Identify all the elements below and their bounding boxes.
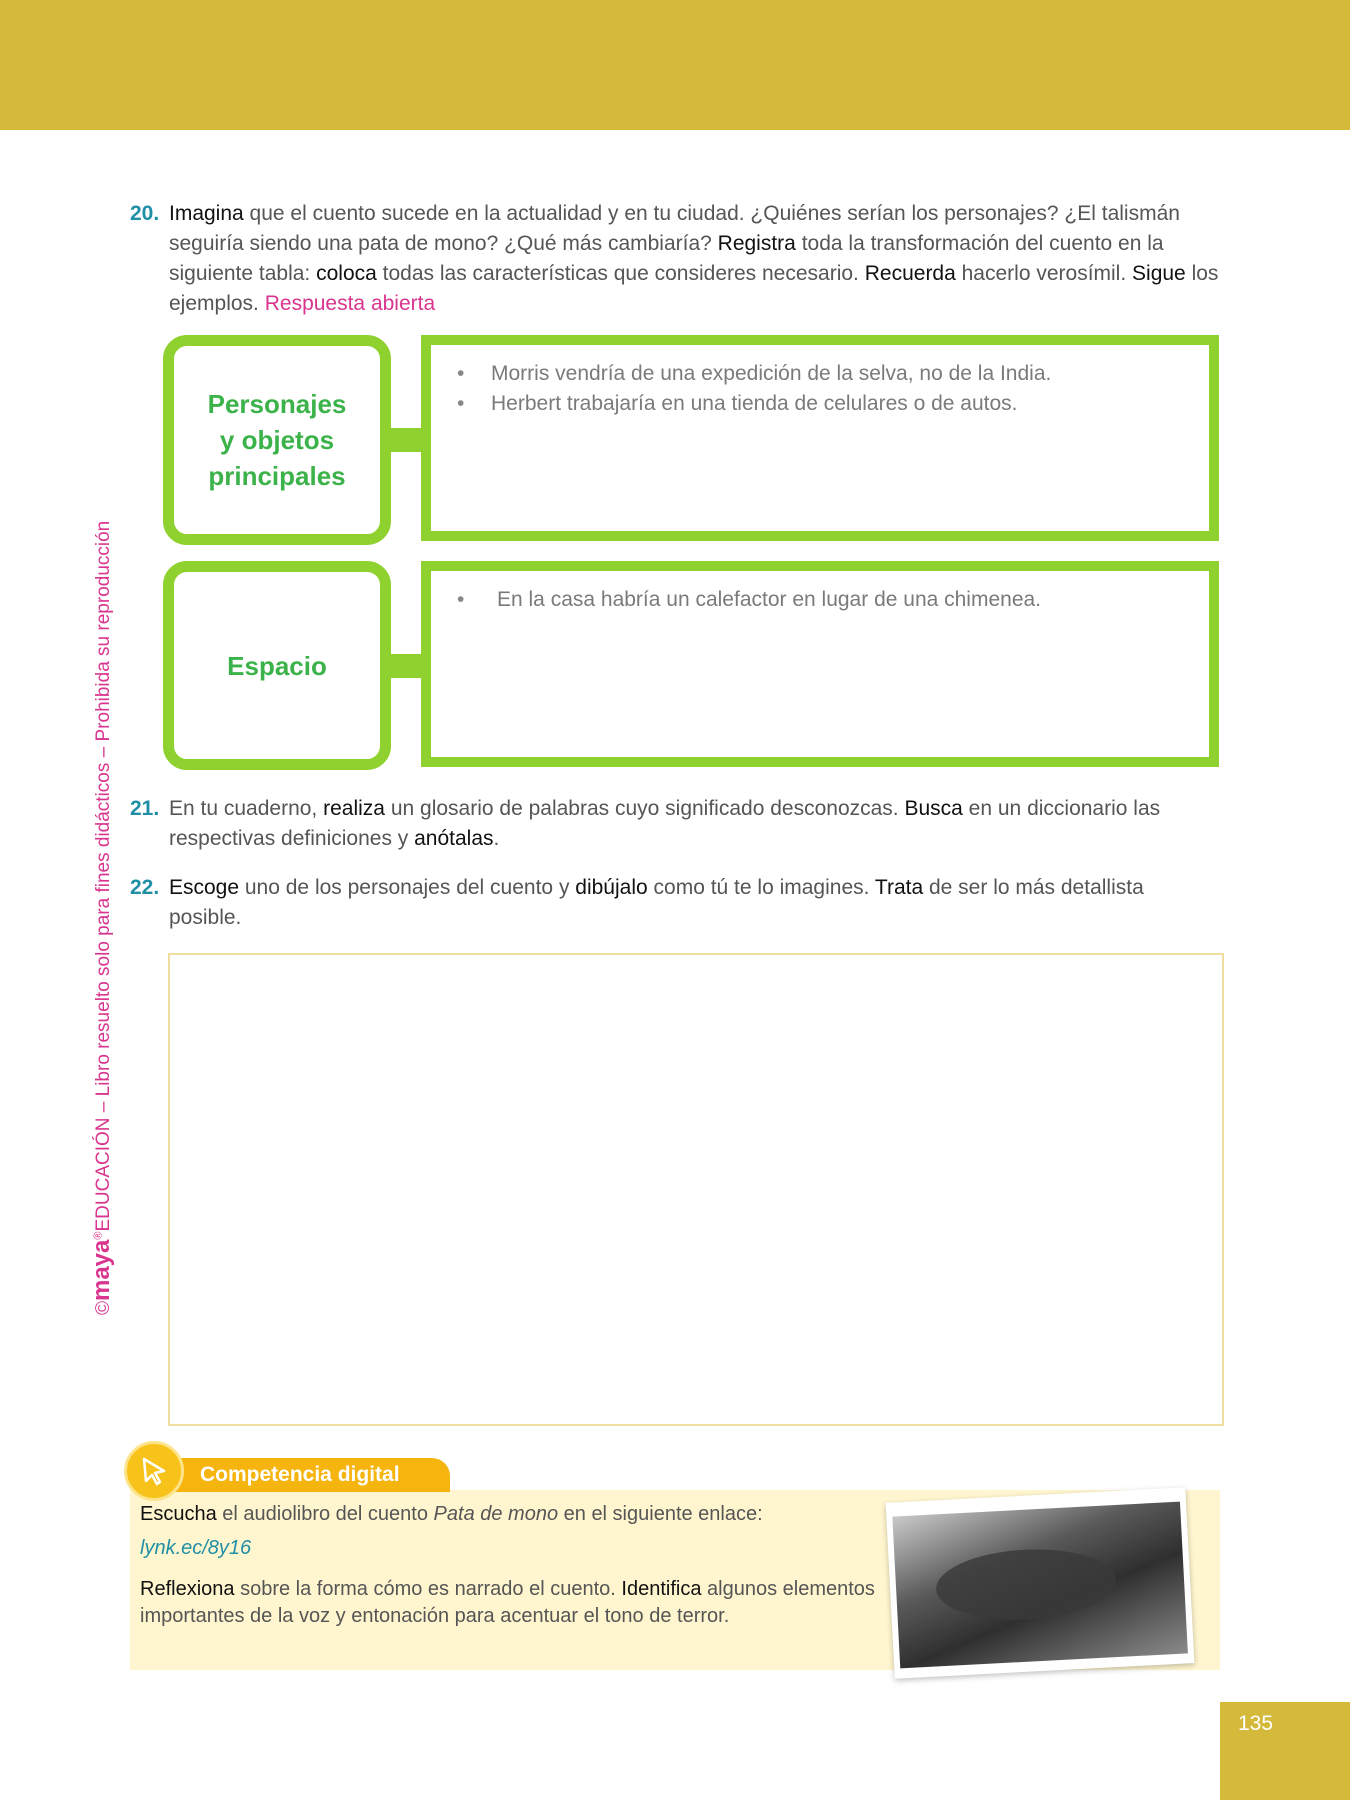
copyright-symbol: © (93, 1301, 114, 1315)
keyword: Imagina (169, 202, 244, 225)
keyword: Registra (717, 232, 796, 255)
paw-shape (934, 1545, 1117, 1624)
espacio-list (451, 585, 1189, 615)
list-item: • En la casa habría un calefactor en lugar de una chimenea. (451, 585, 1189, 615)
question-20-number: 20. (130, 202, 160, 225)
question-text: en un diccionario las respectivas definiciones y (169, 797, 1161, 850)
competencia-p1 (140, 1501, 880, 1528)
content-espacio[interactable] (421, 561, 1219, 767)
keyword: coloca (316, 262, 377, 285)
video-thumbnail[interactable] (886, 1487, 1195, 1678)
connector-row-1 (390, 428, 424, 452)
competencia-link-line (140, 1535, 880, 1562)
keyword: Escucha (140, 1503, 217, 1525)
keyword: realiza (323, 797, 385, 820)
answer-note: Respuesta abierta (264, 292, 436, 315)
label-espacio (163, 561, 391, 770)
label-personajes (163, 335, 391, 545)
competencia-digital-title: Competencia digital (200, 1463, 400, 1486)
text: algunos elementos importantes de la voz y entonación para acentuar el tono de terror. (140, 1578, 875, 1627)
cursor-arrow-icon (124, 1441, 184, 1501)
keyword: Trata (874, 876, 924, 899)
monkey-paw-image (892, 1502, 1188, 1669)
keyword: Recuerda (864, 262, 956, 285)
question-text: hacerlo verosímil. (955, 262, 1133, 285)
list-item: • Herbert trabajaría en una tienda de celulares o de autos. (451, 389, 1189, 419)
label-personajes-text: Personajes y objetos principales (207, 389, 347, 491)
question-text: toda la transformación del cuento en la siguiente tabla: (169, 232, 1164, 285)
connector-row-2 (390, 654, 424, 678)
competencia-digital-tab (160, 1458, 450, 1492)
question-21-number: 21. (130, 797, 160, 820)
question-20 (130, 199, 1220, 319)
question-text: En tu cuaderno, (169, 797, 324, 820)
question-text: todas las características que consideres necesario. (376, 262, 865, 285)
list-item: • Morris vendría de una expedición de la selva, no de la India. (451, 359, 1189, 389)
copyright-side-note (88, 521, 116, 1315)
content-personajes[interactable] (421, 335, 1219, 541)
competencia-p2 (140, 1576, 880, 1630)
keyword: Sigue (1132, 262, 1186, 285)
top-header-band (0, 0, 1350, 130)
question-text: que el cuento sucede en la actualidad y en tu ciudad. ¿Quiénes serían los personajes? ¿El talismán seguiría siendo una pata de mono? ¿Qué más cambiaría? (169, 202, 1180, 255)
text: el audiolibro del cuento (216, 1503, 434, 1525)
text: en el siguiente enlace: (558, 1503, 763, 1525)
side-note-text: EDUCACIÓN – Libro resuelto solo para fines didácticos – Prohibida su reproducción (93, 520, 114, 1232)
drawing-area[interactable] (168, 953, 1224, 1426)
brand-logo-text: maya (88, 1239, 115, 1301)
keyword: anótalas (414, 827, 494, 850)
text: sobre la forma cómo es narrado el cuento. (234, 1578, 622, 1600)
question-text: uno de los personajes del cuento y (239, 876, 576, 899)
keyword: Escoge (169, 876, 240, 899)
keyword: dibújalo (575, 876, 648, 899)
page-number: 135 (1238, 1712, 1274, 1735)
question-22-number: 22. (130, 876, 160, 899)
keyword: Identifica (621, 1578, 702, 1600)
audiobook-link[interactable]: lynk.ec/8y16 (140, 1537, 252, 1559)
label-espacio-text: Espacio (227, 650, 327, 681)
question-21 (130, 794, 1220, 854)
question-text: los ejemplos. (169, 262, 1219, 315)
registered-mark: ® (92, 1231, 105, 1240)
keyword: Busca (904, 797, 963, 820)
personajes-list (451, 359, 1189, 419)
question-text: un glosario de palabras cuyo significado desconozcas. (384, 797, 905, 820)
story-title: Pata de mono (433, 1503, 559, 1525)
question-22 (130, 873, 1220, 933)
question-text: . (493, 827, 500, 850)
question-text: como tú te lo imagines. (647, 876, 875, 899)
keyword: Reflexiona (140, 1578, 235, 1600)
question-text: de ser lo más detallista posible. (169, 876, 1144, 929)
